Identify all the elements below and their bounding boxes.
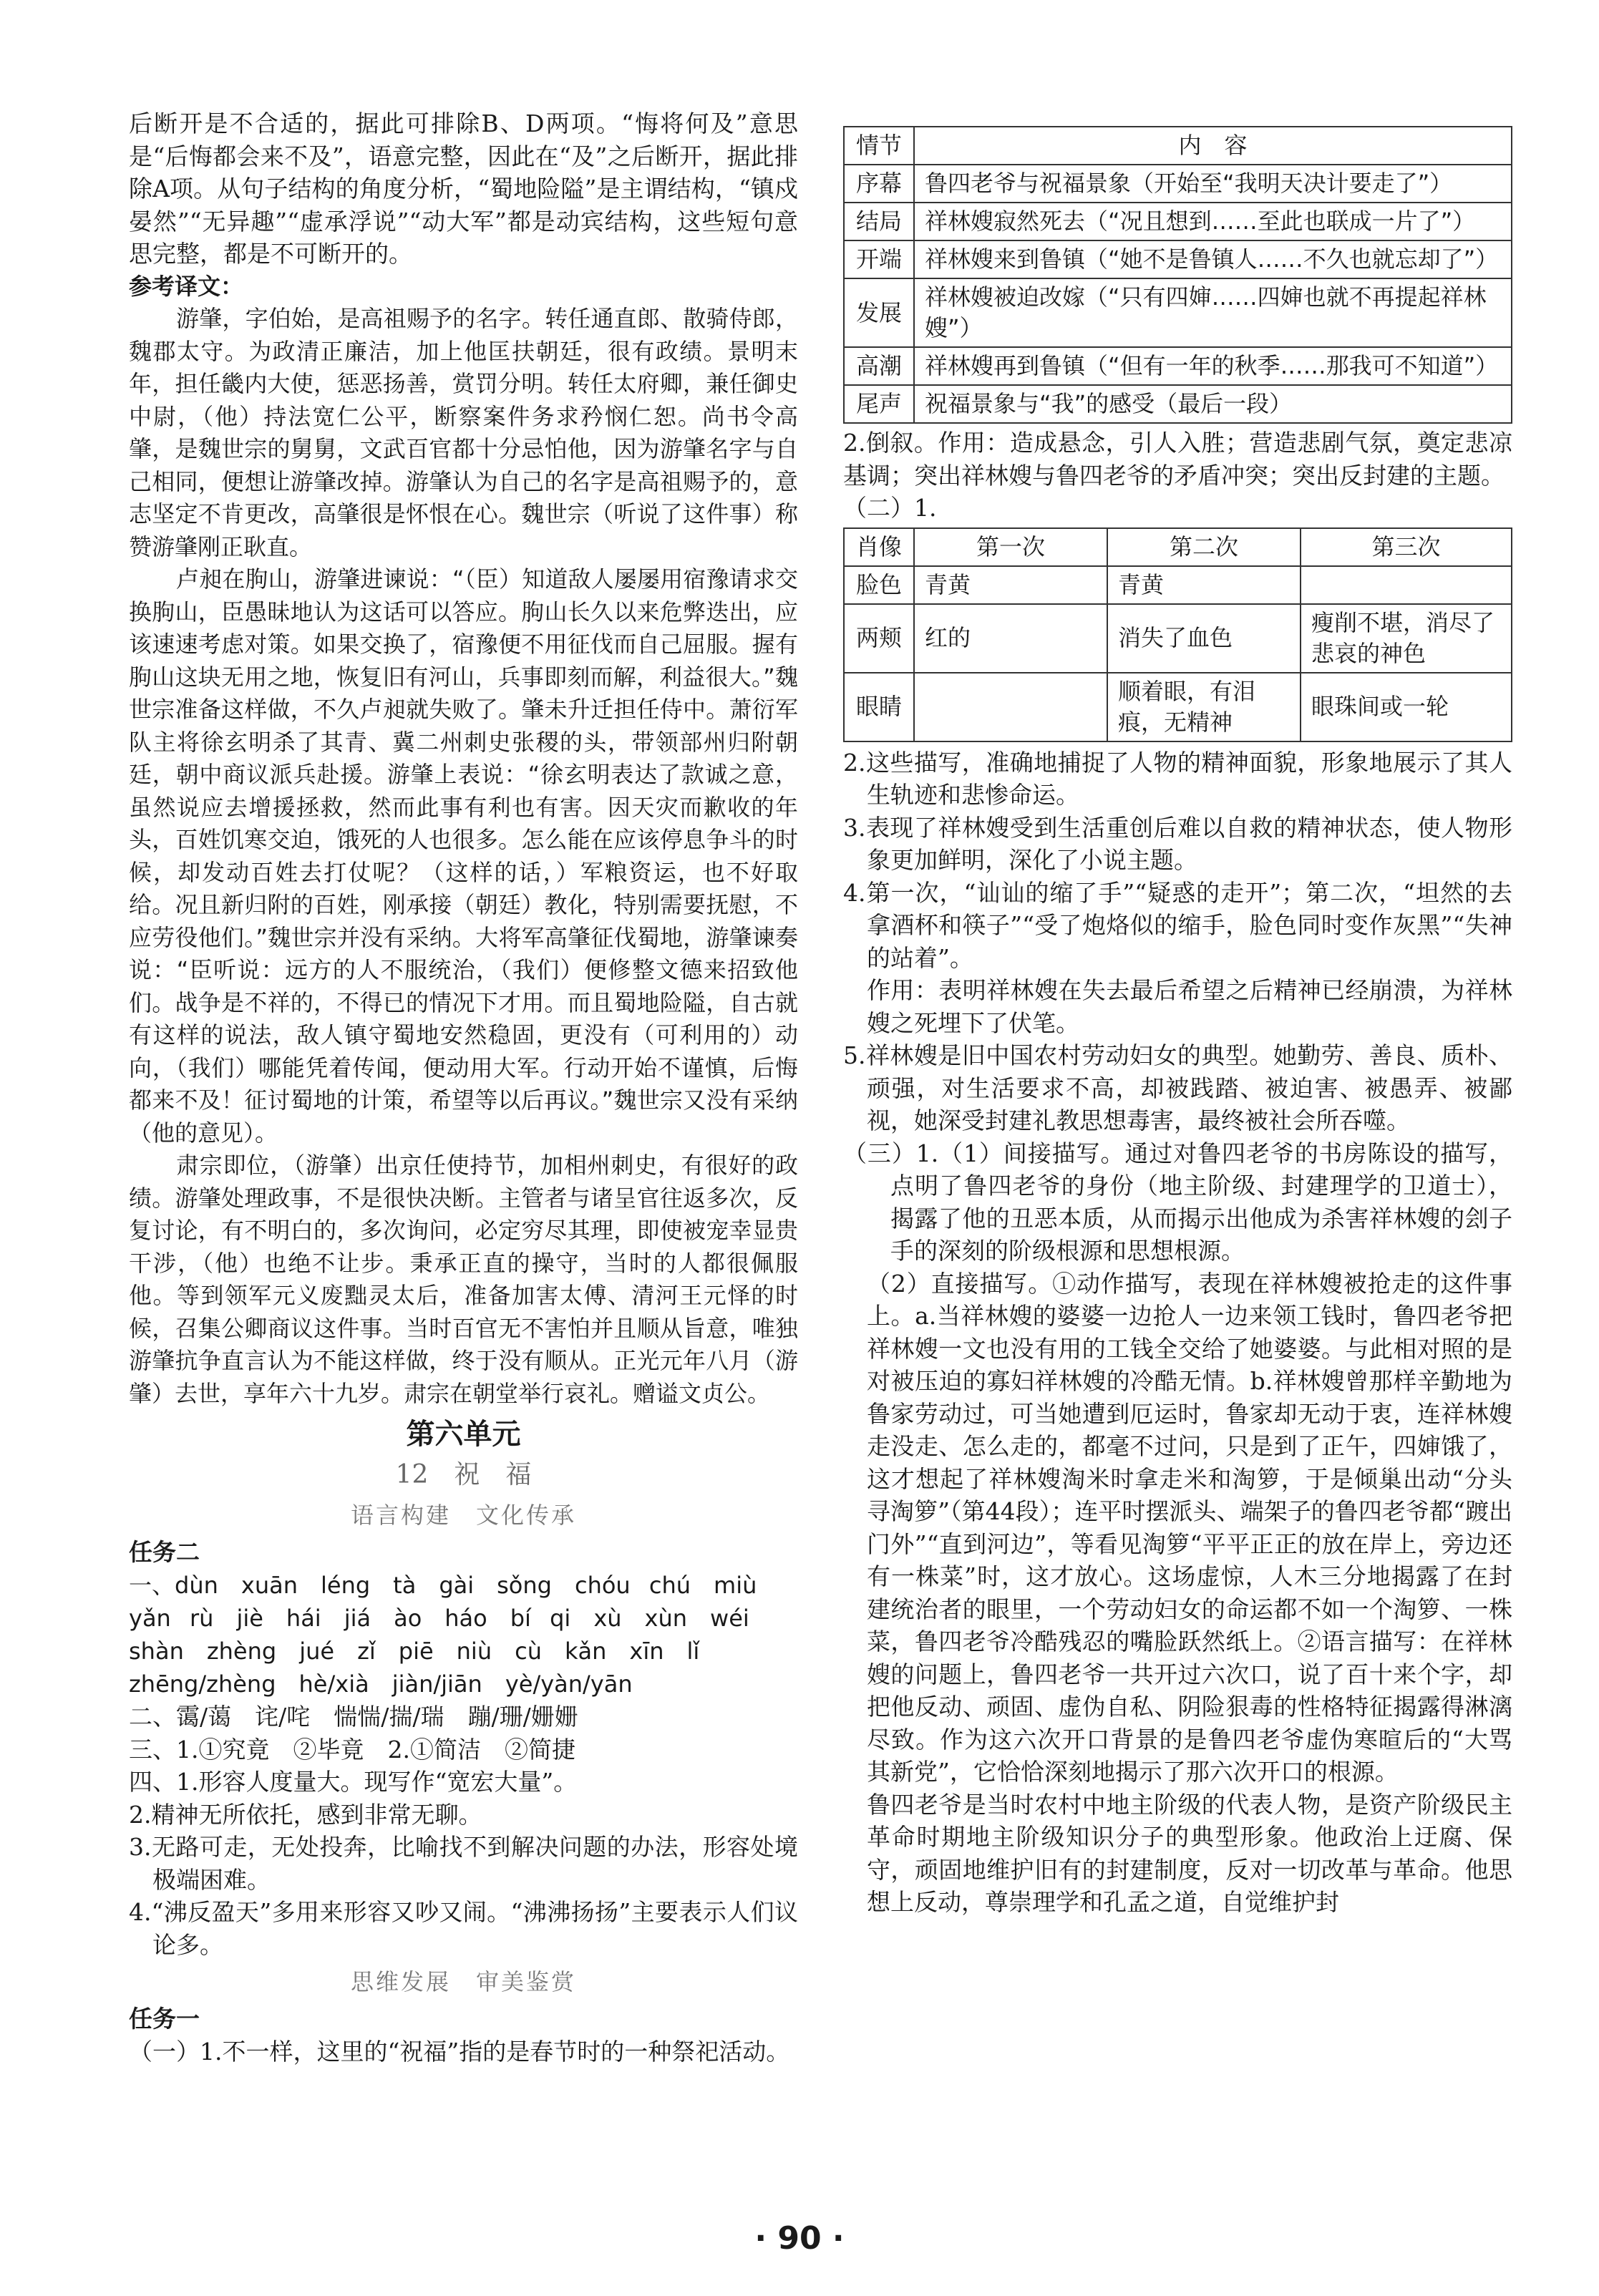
table-cell: 祝福景象与“我”的感受（最后一段） bbox=[914, 385, 1512, 423]
task-two-heading: 任务二 bbox=[129, 1538, 200, 1566]
left-column bbox=[129, 107, 798, 2068]
table-row bbox=[844, 385, 1512, 423]
table-cell: 祥林嫂来到鲁镇（“她不是鲁镇人……不久也就忘却了”） bbox=[914, 240, 1512, 278]
translation-paragraph-2: 卢昶在朐山，游肇进谏说：“（臣）知道敌人屡屡用宿豫请求交换朐山，臣愚昧地认为这话可以答应。朐山长久以来危弊迭出，应该速速考虑对策。如果交换了，宿豫便不用征伐而自己屈服。握有朐山这块无用之地，恢复旧有河山，兵事即刻而解，利益很大。”魏世宗准备这样做，不久卢昶就失败了。肇未升迁担任侍中。萧衍军队主将徐玄明杀了其青、冀二州刺史张稷的头，带领部州归附朝廷，朝中商议派兵赴援。游肇上表说：“徐玄明表达了款诚之意，虽然说应去增援拯救，然而此事有利也有害。因天灾而歉收的年头，百姓饥寒交迫，饿死的人也很多。怎么能在应该停息争斗的时候，却发动百姓去打仗呢？（这样的话，）军粮资运，也不好取给。况且新归附的百姓，刚承接（朝廷）教化，特别需要抚慰，不应劳役他们。”魏世宗并没有采纳。大将军高肇征伐蜀地，游肇谏奏说：“臣听说：远方的人不服统治，（我们）便修整文德来招致他们。战争是不祥的，不得已的情况下才用。而且蜀地险隘，自古就有这样的说法，敌人镇守蜀地安然稳固，更没有（可利用的）动向，（我们）哪能凭着传闻，便动用大军。行动开始不谨慎，后悔都来不及！征讨蜀地的计策，希望等以后再议。”魏世宗又没有采纳（他的意见）。 bbox=[129, 565, 798, 1147]
table-row bbox=[844, 566, 1512, 604]
table-header-cell: 情节 bbox=[844, 127, 914, 165]
section-heading-language: 语言构建 文化传承 bbox=[350, 1502, 576, 1529]
answer-three: 三、1.①究竟 ②毕竟 2.①简洁 ②简捷 bbox=[129, 1735, 575, 1764]
translation-paragraph-1: 游肇，字伯始，是高祖赐予的名字。转任通直郎、散骑侍郎，魏郡太守。为政清正廉洁，加上他匡扶朝廷，很有政绩。景明末年，担任畿内大使，惩恶扬善，赏罚分明。转任太府卿，兼任御史中尉，（他）持法宽仁公平，断察案件务求矜悯仁恕。尚书令高肇，是魏世宗的舅舅，文武百官都十分忌怕他，因为游肇名字与自己相同，便想让游肇改掉。游肇认为自己的名字是高祖赐予的，意志坚定不肯更改，高肇很是怀恨在心。魏世宗（听说了这件事）称赞游肇刚正耿直。 bbox=[129, 305, 798, 560]
section-heading-thinking: 思维发展 审美鉴赏 bbox=[350, 1968, 576, 1995]
pinyin-line: yǎn rù jiè hái jiá ào háo bí qi xù xùn wéi bbox=[129, 1605, 749, 1632]
table-cell: 开端 bbox=[844, 240, 914, 278]
table-cell: 顺着眼，有泪痕，无精神 bbox=[1107, 673, 1301, 741]
answer-flashback: 2.倒叙。作用：造成悬念，引人入胜；营造悲剧气氛，奠定悲凉基调；突出祥林嫂与鲁四老爷的矛盾冲突；突出反封建的主题。 bbox=[843, 429, 1512, 490]
table-cell: 消失了血色 bbox=[1107, 604, 1301, 673]
answer-analysis: 后断开是不合适的，据此可排除B、D两项。“悔将何及”意思是“后悔都会来不及”，语意完整，因此在“及”之后断开，据此排除A项。从句子结构的角度分析，“蜀地险隘”是主谓结构，“镇戍晏然”“无异趣”“虚承浮说”“动大军”都是动宾结构，这些短句意思完整，都是不可断开的。 bbox=[129, 110, 798, 268]
table-cell: 尾声 bbox=[844, 385, 914, 423]
right-column bbox=[843, 126, 1512, 1919]
table-cell: 脸色 bbox=[844, 566, 914, 604]
table-cell: 瘦削不堪，消尽了悲哀的神色 bbox=[1301, 604, 1512, 673]
table-cell: 祥林嫂再到鲁镇（“但有一年的秋季……那我可不知道”） bbox=[914, 347, 1512, 385]
answer-four-4: 4.“沸反盈天”多用来形容又吵又闹。“沸沸扬扬”主要表示人们议论多。 bbox=[129, 1898, 798, 1959]
table-row bbox=[844, 165, 1512, 203]
table-row bbox=[844, 604, 1512, 673]
answer-four-2: 2.精神无所依托，感到非常无聊。 bbox=[129, 1800, 482, 1829]
page-number: · 90 · bbox=[754, 2220, 845, 2257]
plot-structure-table bbox=[843, 126, 1512, 424]
table-cell: 祥林嫂寂然死去（“况且想到……至此也联成一片了”） bbox=[914, 203, 1512, 240]
answer-two-4-effect: 作用：表明祥林嫂在失去最后希望之后精神已经崩溃，为祥林嫂之死埋下了伏笔。 bbox=[867, 976, 1512, 1037]
table-cell: 发展 bbox=[844, 278, 914, 347]
table-row bbox=[844, 203, 1512, 240]
table-row bbox=[844, 347, 1512, 385]
pinyin-line: shàn zhèng jué zǐ piē niù cù kǎn xīn lǐ bbox=[129, 1638, 700, 1665]
answer-three-1-direct: （2）直接描写。①动作描写，表现在祥林嫂被抢走的这件事上。a.当祥林嫂的婆婆一边抢人一边来领工钱时，鲁四老爷把祥林嫂一文也没有用的工钱全交给了她婆婆。与此相对照的是对被压迫的寡妇祥林嫂的冷酷无情。b.祥林嫂曾那样辛勤地为鲁家劳动过，可当她遭到厄运时，鲁家却无动于衷，连祥林嫂走没走、怎么走的，都毫不过问，只是到了正午，四婶饿了，这才想起了祥林嫂淘米时拿走米和淘箩，于是倾巢出动“分头寻淘箩”（第44段）；连平时摆派头、端架子的鲁四老爷都“踱出门外”“直到河边”，等看见淘箩“平平正正的放在岸上，旁边还有一株菜”时，这才放心。这场虚惊，人木三分地揭露了在封建统治者的眼里，一个劳动妇女的命运都不如一个淘箩、一株菜，鲁四老爷冷酷残忍的嘴脸跃然纸上。②语言描写：在祥林嫂的问题上，鲁四老爷一共开过六次口，说了百十来个字，却把他反动、顽固、虚伪自私、阴险狠毒的性格特征揭露得淋漓尽致。作为这六次开口背景的是鲁四老爷虚伪寒暄后的“大骂其新党”，它恰恰深刻地揭示了那六次开口的根源。 bbox=[867, 1269, 1512, 1786]
table-row bbox=[844, 240, 1512, 278]
answer-two-5: 5.祥林嫂是旧中国农村劳动妇女的典型。她勤劳、善良、质朴、顽强，对生活要求不高，却被践踏、被迫害、被愚弄、被鄙视，她深受封建礼教思想毒害，最终被社会所吞噬。 bbox=[843, 1041, 1512, 1134]
answer-task-one-1: （一）1.不一样，这里的“祝福”指的是春节时的一种祭祀活动。 bbox=[129, 2038, 790, 2066]
answer-four-1: 四、1.形容人度量大。现写作“宽宏大量”。 bbox=[129, 1768, 578, 1796]
pinyin-line: 一、dùn xuān léng tà gài sǒng chóu chú miù bbox=[129, 1572, 757, 1599]
table-cell: 结局 bbox=[844, 203, 914, 240]
table-header-cell: 内 容 bbox=[914, 127, 1512, 165]
table-row bbox=[844, 673, 1512, 741]
answer-two-3: 3.表现了祥林嫂受到生活重创后难以自救的精神状态，使人物形象更加鲜明，深化了小说主题。 bbox=[843, 813, 1512, 874]
answer-four-3: 3.无路可走，无处投奔，比喻找不到解决问题的办法，形容处境极端困难。 bbox=[129, 1833, 798, 1894]
table-cell: 序幕 bbox=[844, 165, 914, 203]
translation-paragraph-3: 肃宗即位，（游肇）出京任使持节，加相州刺史，有很好的政绩。游肇处理政事，不是很快决断。主管者与诸呈官往返多次，反复讨论，有不明白的，多次询问，必定穷尽其理，即使被宠幸显贵干涉，（他）也绝不让步。秉承正直的操守，当时的人都很佩服他。等到领军元义废黜灵太后，准备加害太傅、清河王元怿的时候，召集公卿商议这件事。当时百官无不害怕并且顺从旨意，唯独游肇抗争直言认为不能这样做，终于没有顺从。正光元年八月（游肇）去世，享年六十九岁。肃宗在朝堂举行哀礼。赠谥文贞公。 bbox=[129, 1152, 798, 1407]
unit-title: 第六单元 bbox=[406, 1418, 521, 1451]
table-row bbox=[844, 278, 1512, 347]
table-cell: 红的 bbox=[914, 604, 1107, 673]
table-cell: 青黄 bbox=[914, 566, 1107, 604]
answer-part-two-label: （二）1. bbox=[843, 494, 937, 522]
table-header-cell: 第一次 bbox=[914, 528, 1107, 566]
lesson-title: 12 祝 福 bbox=[395, 1460, 532, 1489]
table-cell: 青黄 bbox=[1107, 566, 1301, 604]
table-cell: 鲁四老爷与祝福景象（开始至“我明天决计要走了”） bbox=[914, 165, 1512, 203]
table-header-cell: 肖像 bbox=[844, 528, 914, 566]
task-one-heading: 任务一 bbox=[129, 2005, 200, 2033]
table-cell: 眼睛 bbox=[844, 673, 914, 741]
reference-translation-title: 参考译文： bbox=[129, 272, 244, 300]
pinyin-line: zhēng/zhèng hè/xià jiàn/jiān yè/yàn/yān bbox=[129, 1670, 633, 1698]
answer-two-2: 2.这些描写，准确地捕捉了人物的精神面貌，形象地展示了其人生轨迹和悲惨命运。 bbox=[843, 748, 1512, 809]
answer-three-1-summary: 鲁四老爷是当时农村中地主阶级的代表人物，是资产阶级民主革命时期地主阶级知识分子的典型形象。他政治上迂腐、保守，顽固地维护旧有的封建制度，反对一切改革与革命。他思想上反动，尊崇理学和孔孟之道，自觉维护封 bbox=[867, 1790, 1512, 1916]
answer-three-1-indirect: （三）1.（1）间接描写。通过对鲁四老爷的书房陈设的描写，点明了鲁四老爷的身份（地主阶级、封建理学的卫道士），揭露了他的丑恶本质，从而揭示出他成为杀害祥林嫂的刽子手的深刻的阶级根源和思想根源。 bbox=[843, 1139, 1512, 1265]
table-cell: 眼珠间或一轮 bbox=[1301, 673, 1512, 741]
table-cell: 两颊 bbox=[844, 604, 914, 673]
answer-two-4: 4.第一次，“讪讪的缩了手”“疑惑的走开”；第二次，“坦然的去拿酒杯和筷子”“受了炮烙似的缩手，脸色同时变作灰黑”“失神的站着”。 bbox=[843, 878, 1512, 972]
table-cell bbox=[1301, 566, 1512, 604]
table-header-cell: 第三次 bbox=[1301, 528, 1512, 566]
portrait-table bbox=[843, 527, 1512, 742]
table-cell bbox=[914, 673, 1107, 741]
table-header-row bbox=[844, 528, 1512, 566]
table-header-row bbox=[844, 127, 1512, 165]
answer-two: 二、霭/蔼 诧/咤 惴惴/揣/瑞 蹦/珊/姗姗 bbox=[129, 1703, 578, 1731]
table-cell: 祥林嫂被迫改嫁（“只有四婶……四婶也就不再提起祥林嫂”） bbox=[914, 278, 1512, 347]
table-header-cell: 第二次 bbox=[1107, 528, 1301, 566]
table-cell: 高潮 bbox=[844, 347, 914, 385]
